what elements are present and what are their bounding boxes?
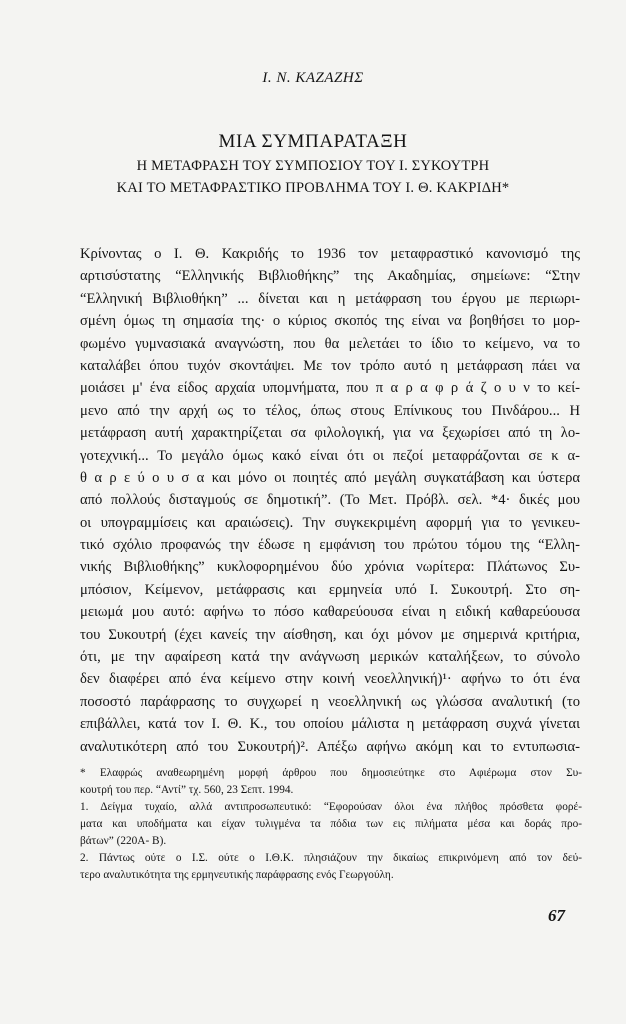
footnote-line: κουτρή του περ. “Αντί” τχ. 560, 23 Σεπτ. 1994. xyxy=(80,784,294,796)
footnote-line: * Ελαφρώς αναθεωρημένη μορφή άρθρου που δημοσιεύτηκε στο Αφιέρωμα στον Συ- xyxy=(80,767,582,779)
body-line: “Ελληνική Βιβλιοθήκη” ... δίνεται και η μετάφραση του έργου με περιωρι- xyxy=(80,290,580,307)
author-name: I. N. ΚΑΖΑΖΗΣ xyxy=(262,70,364,86)
footnote-line: 2. Πάντως ούτε ο Ι.Σ. ούτε ο Ι.Θ.Κ. πλησιάζουν την δικαίως επικρινόμενη από τον δεύ- xyxy=(80,852,582,864)
body-line: τικό σχόλιο προφανώς την έδωσε η εμφάνιση του πρώτου τόμου της “Ελλη- xyxy=(80,537,580,554)
body-line: αρτισύστατης “Ελληνικής Βιβλιοθήκης” της Ακαδημίας, σημείωνε: “Στην xyxy=(80,268,580,285)
body-line: επιβάλλει, κατά τον Ι. Θ. Κ., του οποίου μάλιστα η μετάφραση συχνά γίνεται xyxy=(80,716,580,733)
body-line: αναλυτικότερη από του Συκουτρή)². Απέξω αφήνω ακόμη και το εντυπωσια- xyxy=(80,738,580,755)
page-number: 67 xyxy=(548,906,565,925)
body-line: Κρίνοντας ο Ι. Θ. Κακριδής το 1936 τον μεταφραστικό κανονισμό της xyxy=(80,246,580,262)
body-line: νικής Βιβλιοθήκης” κυκλοφορημένου δύο χρόνια νωρίτερα: Πλάτωνος Συ- xyxy=(80,559,580,576)
body-line: ποσοστό παράφρασης το συγχωρεί η νεοελληνική ως γλώσσα αναλυτική (το xyxy=(80,693,580,710)
body-line: καταλάβει όπου τυχόν σκοντάψει. Με τον τρόπο αυτό η μετάφραση πάει να xyxy=(80,357,580,374)
body-line: μειωμά μου αυτό: αφήνω το πόσο καθαρεύουσα είναι η ειδική καθαρεύουσα xyxy=(80,604,580,621)
body-line: μοιάσει μ' ένα είδος αρχαία υπομνήματα, που π α ρ α φ ρ ά ζ ο υ ν το κεί- xyxy=(80,380,580,397)
body-line: μπόσιον, Κείμενον, μετάφρασις και ερμηνεία υπό Ι. Συκουτρή. Στο ση- xyxy=(80,581,580,598)
footnote-line: ματα και υποδήματα και είχαν τυλιγμένα τα πόδια των εις πιλήματα μέσα και δοράς προ- xyxy=(80,818,582,830)
footnote-line: 1. Δείγμα τυχαίο, αλλά αντιπροσωπευτικό: “Εφορούσαν όλοι ένα πλήθος πρόσθετα φορέ- xyxy=(80,801,582,813)
body-line: του Συκουτρή (έχει κανείς την αίσθηση, και όχι μόνον με σημερινά κριτήρια, xyxy=(80,626,580,643)
body-line: σμένη όμως τη σημασία της· ο κύριος σκοπός της είναι να βοηθήσει το μορ- xyxy=(80,313,580,330)
body-line: φωμένο γυμνασιακά αναγνώστη, που θα μελετάει το ίδιο το κείμενο, να το xyxy=(80,335,580,352)
body-text xyxy=(80,243,580,758)
body-line: από πολλούς δισταγμούς σε δημοτική”. (Το Μετ. Πρόβλ. σελ. *4· δικές μου xyxy=(80,492,580,509)
body-line: γοτεχνική... Το μεγάλο όμως κακό είναι ότι οι πεζοί μεταφράζονται σε κ α- xyxy=(80,447,580,464)
body-line: θ α ρ ε ύ ο υ σ α και μόνο οι ποιητές από μεγάλη συγκατάβαση και ύστερα xyxy=(80,469,580,486)
footnotes xyxy=(80,765,582,884)
footnote-line: βάτων” (220Α- Β). xyxy=(80,835,167,847)
body-line: δεν διαφέρει από ένα κείμενο στην κοινή νεοελληνική)¹· αφήνω το ότι ένα xyxy=(80,671,580,688)
body-line: μετάφραση αυτή χαρακτηρίζεται σα φιλολογική, για να ξεχωρίσει από τη λο- xyxy=(80,425,580,442)
article-subtitle-line-1: Η ΜΕΤΑΦΡΑΣΗ ΤΟΥ ΣΥΜΠΟΣΙΟΥ ΤΟΥ Ι. ΣΥΚΟΥΤΡΗ xyxy=(136,158,490,174)
footnote-line: τερο αναλυτικότητα της ερμηνευτικής παράφρασης ενός Γεωργούλη. xyxy=(80,869,394,881)
article-title: ΜΙΑ ΣΥΜΠΑΡΑΤΑΞΗ xyxy=(218,131,408,152)
body-line: ότι, με την αφαίρεση κατά την ανάγνωση μερικών καταλήξεων, το σύνολο xyxy=(80,649,580,666)
article-subtitle-line-2: ΚΑΙ ΤΟ ΜΕΤΑΦΡΑΣΤΙΚΟ ΠΡΟΒΛΗΜΑ ΤΟΥ Ι. Θ. ΚΑΚΡΙΔΗ* xyxy=(116,180,510,196)
body-line: μενο από την αρχή ως το τέλος, όπως στους Επίνικους του Πινδάρου... Η xyxy=(80,402,580,419)
body-line: οι υπογραμμίσεις και αραιώσεις). Την συγκεκριμένη αφορμή για το γενικευ- xyxy=(80,514,580,531)
